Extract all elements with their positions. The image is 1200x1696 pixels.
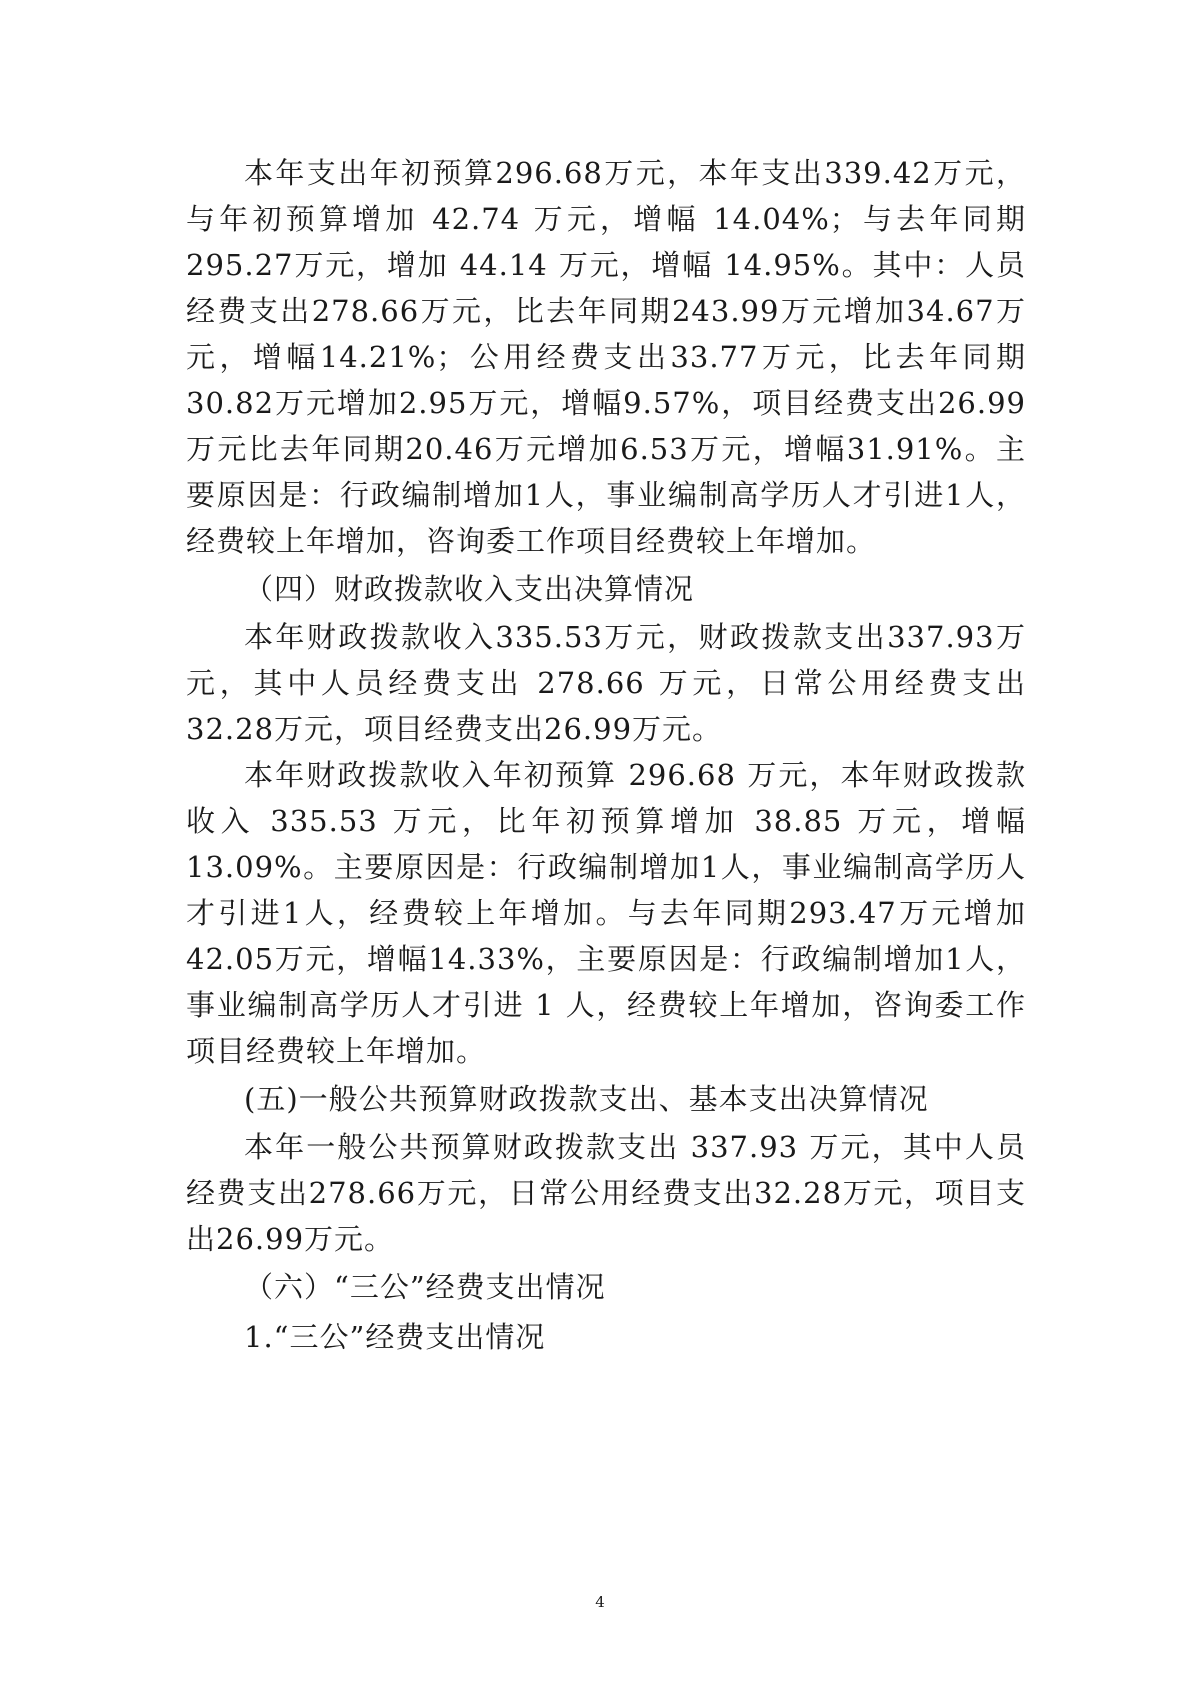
paragraph-fiscal-income-budget: 本年财政拨款收入年初预算 296.68 万元，本年财政拨款收入 335.53 万元，比年初预算增加 38.85 万元，增幅13.09%。主要原因是：行政编制增加1人，事业编制高学历人才引进1人，经费较上年增加。与去年同期293.47万元增加42.05万元，增幅14.33%，主要原因是：行政编制增加1人，事业编制高学历人才引进 1 人，经费较上年增加，咨询委工作项目经费较上年增加。 [186, 758, 1026, 1068]
paragraph-expenditure-budget: 本年支出年初预算296.68万元，本年支出339.42万元，与年初预算增加 42.74 万元，增幅 14.04%；与去年同期295.27万元，增加 44.14 万元，增幅 14.95%。其中：人员经费支出278.66万元，比去年同期243.99万元增加34.67万元，增幅14.21%；公用经费支出33.77万元，比去年同期30.82万元增加2.95万元，增幅9.57%，项目经费支出26.99万元比去年同期20.46万元增加6.53万元，增幅31.91%。主要原因是：行政编制增加1人，事业编制高学历人才引进1人，经费较上年增加，咨询委工作项目经费较上年增加。 [186, 156, 1026, 558]
subsection-heading-6-1: 1.“三公”经费支出情况 [244, 1320, 546, 1354]
document-body [186, 150, 1026, 1362]
section-heading-4: （四）财政拨款收入支出决算情况 [244, 572, 695, 606]
section-heading-5: (五)一般公共预算财政拨款支出、基本支出决算情况 [244, 1082, 929, 1116]
paragraph-fiscal-income-expenditure: 本年财政拨款收入335.53万元，财政拨款支出337.93万元，其中人员经费支出 278.66 万元，日常公用经费支出32.28万元，项目经费支出26.99万元。 [186, 620, 1026, 746]
page-number: 4 [595, 1593, 605, 1611]
section-heading-6: （六）“三公”经费支出情况 [244, 1270, 606, 1304]
paragraph-general-budget-expenditure: 本年一般公共预算财政拨款支出 337.93 万元，其中人员经费支出278.66万元，日常公用经费支出32.28万元，项目支出26.99万元。 [186, 1130, 1026, 1256]
